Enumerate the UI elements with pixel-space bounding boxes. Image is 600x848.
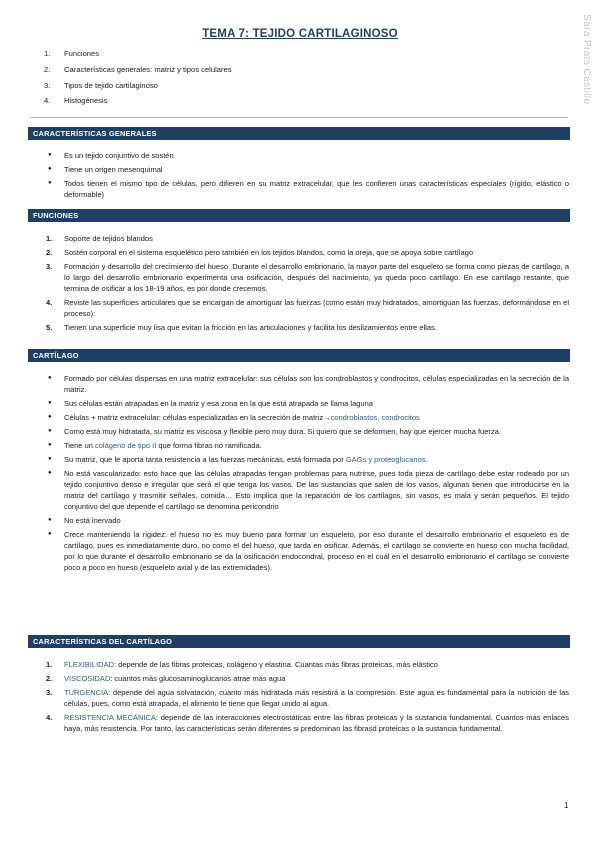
caracteristicas-list bbox=[44, 659, 569, 737]
list-item: 2. VISCOSIDAD: cuantos más glucosaminoglucanos atrae más agua bbox=[46, 674, 286, 683]
section-header-cartilago: CARTÍLAGO bbox=[28, 349, 570, 362]
list-item: ● Tiene un colágeno de tipo II que forma fibras no ramificada. bbox=[48, 441, 262, 450]
highlight-term: colágeno de tipo II bbox=[95, 441, 157, 450]
list-item: 3. Formación y desarrollo del crecimiento del hueso. Durante el desarrollo embrionario, la mayor parte del esqueleto se forma como piezas de cartílago, a lo largo del desarrollo embrionario experimenta una osificación, después del nacimiento, ya queda poco cartílago. En ese cartílago restante, que termina de osificar a los 18-19 años, es por donde crecemos. bbox=[46, 262, 569, 293]
table-of-contents bbox=[44, 46, 232, 109]
highlight-term: FLEXIBILIDAD bbox=[64, 660, 115, 669]
list-item: ● Sus células están atrapadas en la matriz y esa zona en la que está atrapada se llama laguna bbox=[48, 399, 373, 408]
list-item: ● Tiene un origen mesenquimal bbox=[48, 165, 163, 174]
list-item: 1. FLEXIBILIDAD: depende de las fibras proteicas, colágeno y elastina. Cuantas más fibras proteicas, más elástico bbox=[46, 660, 438, 669]
list-item: 3. TURGENCIA: depende del agua solvatación, cuanto más hidratada más resistirá a la compresión. Este agua es fundamental para la nutrición de las células, pues, como está atrapada, el alimento le tiene que llegar unido al agua. bbox=[46, 688, 569, 708]
list-item: ● Formado por células dispersas en una matriz extracelular: sus células son los condroblastos y condrocitos, células especializadas en la secreción de la matriz. bbox=[48, 374, 569, 394]
list-item: 5. Tienen una superficie muy lisa que evitan la fricción en las articulaciones y facilita los deslizamientos entre ellas. bbox=[46, 323, 437, 332]
list-item: ● No está vascularizado: esto hace que las células atrapadas tengan problemas para nutrirse, pues toda pieza de cartílago debe estar rodeado por un tejido conjuntivo denso e irregular que será el que tenga los vasos. De las sustancias que salen de los vasos, algunas tienen que introducirse en la matriz del cartílago y trasmitir señales, comida… Esto implica que la reparación de los cartílagos, sin vasos, es mala y serán pequeños. El tejido conjuntivo del que depende el cartílago se denomina pericondrio bbox=[48, 469, 569, 511]
list-item: ● No está inervado bbox=[48, 516, 121, 525]
highlight-term: TURGENCIA bbox=[64, 688, 109, 697]
divider bbox=[30, 117, 568, 118]
highlight-term: VISCOSIDAD bbox=[64, 674, 111, 683]
list-item: ● Crece manteniendo la rigidez: el hueso no es muy bueno para formar un esqueleto, por eso durante el desarrollo embrionario el esqueleto es de cartílago, pues es inmediatamente duro, no como el del hueso, que tarda en osificar. Además, el cartílago se convierte en hueso con mucha facilidad, por lo que durante el desarrollo embrionario se da la osificación endocondral, proceso en el cuál en el desarrollo embrionario el cartílago se convierte poco a poco en hueso (esqueleto axial y de las extremidades). bbox=[48, 530, 569, 572]
list-item: ● Todos tienen el mismo tipo de células, pero difieren en su matriz extracelular, que les confieren unas características especiales (rígido, elástico o deformable) bbox=[48, 179, 569, 199]
highlight-term: condroblastos, condrocitos bbox=[330, 413, 420, 422]
highlight-term: GAGs y proteoglucanos bbox=[345, 455, 426, 464]
author-watermark: Sara Prats Castillo bbox=[581, 14, 592, 105]
list-item: 2. Sostén corporal en el sistema esquelético pero también en los tejidos blandos, como la oreja, que se apoya sobre cartílago bbox=[46, 248, 473, 257]
page-title: TEMA 7: TEJIDO CARTILAGINOSO bbox=[202, 28, 398, 40]
list-item: 1. Soporte de tejidos blandos bbox=[46, 234, 153, 243]
highlight-term: RESISTENCIA MECÁNICA bbox=[64, 713, 156, 722]
list-item: ● Células + matriz extracelular: células especializadas en la secreción de matriz→condroblastos, condrocitos bbox=[48, 413, 420, 422]
section-header-caracteristicas: CARACTERÍSTICAS DEL CARTÍLAGO bbox=[28, 635, 570, 648]
list-item: ● Su matriz, que le aporta tanta resistencia a las fuerzas mecánicas, está formada por GAGs y proteoglucanos. bbox=[48, 455, 428, 464]
list-item: 4. Reviste las superficies articulares que se encargan de amortiguar las fuerzas (como están muy hidratados, amortiguan las fuerzas, deformándose en el proceso): bbox=[46, 298, 569, 318]
list-item: 4. RESISTENCIA MECÁNICA: depende de las interacciones electrostáticas entre las fibras proteicas y la sustancia fundamental. Cuantos más enlaces haya, más resistencia. Por tanto, las características serán diferentes si predominan las fibrasd proteicas o la sustancia fundamental. bbox=[46, 713, 569, 733]
toc-item: 2. Características generales: matriz y tipos celulares bbox=[44, 64, 232, 74]
toc-item: 3. Tipos de tejido cartilaginoso bbox=[44, 80, 158, 90]
cartilago-list bbox=[44, 373, 569, 574]
list-item: ● Es un tejido conjuntivo de sostén bbox=[48, 151, 174, 160]
section-header-funciones: FUNCIONES bbox=[28, 209, 570, 222]
section-header-generales: CARACTERÍSTICAS GENERALES bbox=[28, 127, 570, 140]
generales-list bbox=[44, 150, 569, 201]
toc-item: 4. Histogénesis bbox=[44, 96, 108, 106]
funciones-list bbox=[44, 233, 569, 334]
toc-item: 1. Funciones bbox=[44, 49, 100, 58]
page-number: 1 bbox=[564, 801, 569, 810]
list-item: ● Como está muy hidratada, su matriz es viscosa y flexible pero muy dura. Si quiero que se deformen, hay que ejercer mucha fuerza. bbox=[48, 427, 501, 436]
